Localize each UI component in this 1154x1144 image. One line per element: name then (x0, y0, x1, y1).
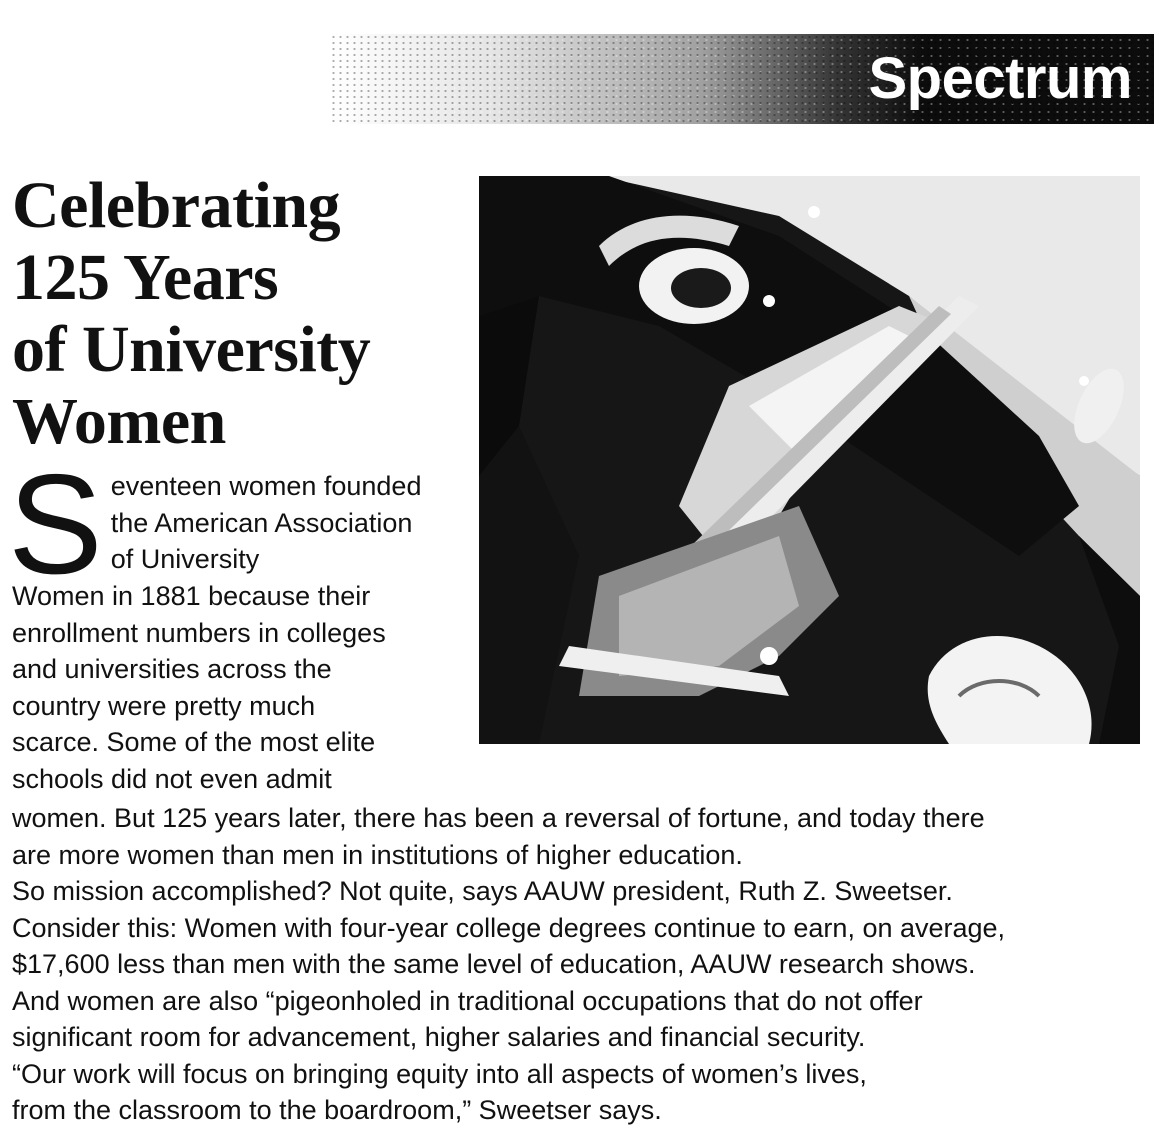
body-line: eventeen women founded (110, 471, 422, 501)
body-line: “Our work will focus on bringing equity into all aspects of women’s lives, (12, 1058, 867, 1089)
headline (12, 170, 472, 458)
body-line: and universities across the (12, 654, 332, 684)
article-body (12, 800, 1142, 1129)
body-line: Consider this: Women with four-year college degrees continue to earn, on average, (12, 912, 1006, 943)
headline-line: Women (12, 385, 226, 458)
body-line: So mission accomplished? Not quite, says AAUW president, Ruth Z. Sweetser. (12, 876, 953, 906)
body-line: significant room for advancement, higher salaries and financial security. (12, 1022, 866, 1052)
body-line: And women are also “pigeonholed in traditional occupations that do not offer (12, 985, 923, 1016)
headline-line: Celebrating (12, 169, 341, 242)
section-label: Spectrum (868, 46, 1132, 111)
photo-illustration (479, 176, 1140, 744)
body-line: of University (110, 544, 260, 574)
body-line: the American Association (110, 507, 413, 538)
section-banner (330, 34, 1154, 124)
headline-line: 125 Years (12, 241, 279, 314)
article-photo (479, 176, 1140, 744)
article-intro-column (8, 445, 462, 797)
body-line: scarce. Some of the most elite (12, 727, 376, 757)
body-line: schools did not even admit (12, 763, 332, 794)
body-line: are more women than men in institutions of higher education. (12, 839, 743, 870)
drop-cap: S (8, 445, 103, 604)
body-line: from the classroom to the boardroom,” Sweetser says. (12, 1095, 662, 1125)
body-line: $17,600 less than men with the same level of education, AAUW research shows. (12, 949, 976, 979)
headline-line: of University (12, 313, 371, 386)
body-line: country were pretty much (12, 690, 316, 721)
body-line: women. But 125 years later, there has been a reversal of fortune, and today there (12, 803, 985, 833)
body-line: Women in 1881 because their (12, 581, 371, 611)
body-line: enrollment numbers in colleges (12, 617, 386, 648)
